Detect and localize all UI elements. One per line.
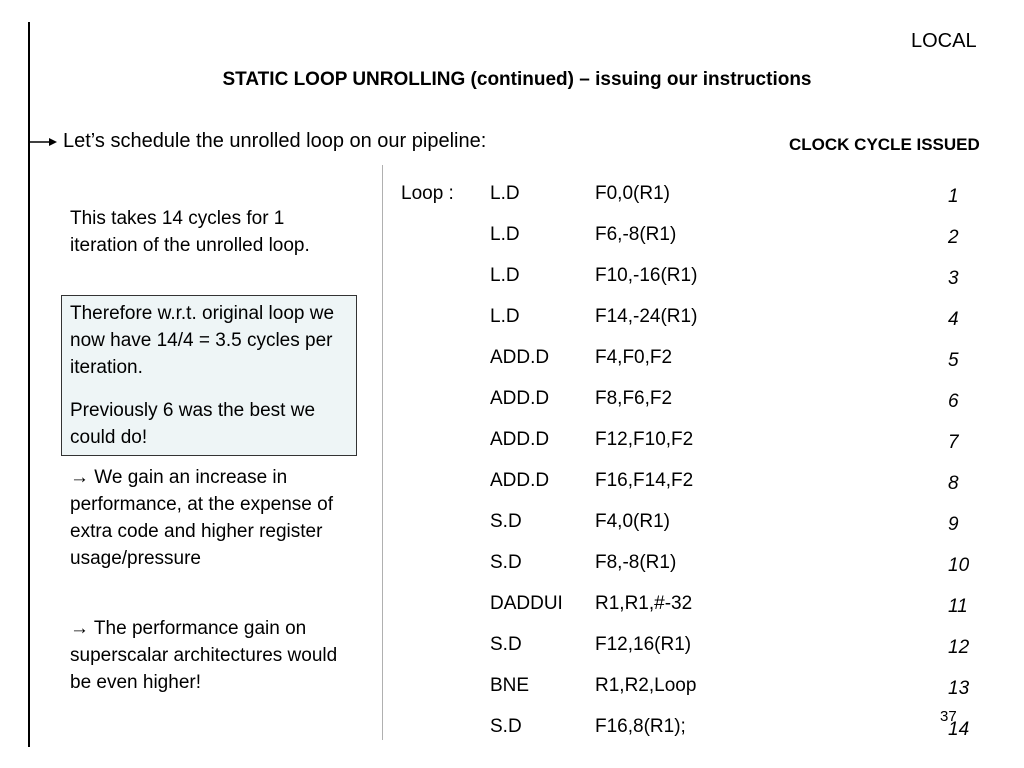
clock-cycle: 1 bbox=[948, 186, 959, 207]
instruction-row bbox=[0, 388, 1024, 418]
operands: F16,F14,F2 bbox=[595, 470, 694, 491]
clock-cycle-header: CLOCK CYCLE ISSUED bbox=[789, 135, 980, 154]
loop-label: Loop : bbox=[401, 183, 454, 204]
operands: R1,R1,#-32 bbox=[595, 593, 693, 614]
operands: F16,8(R1); bbox=[595, 716, 686, 737]
operands: F12,F10,F2 bbox=[595, 429, 694, 450]
note-superscalar-text: The performance gain on superscalar architectures would be even higher! bbox=[70, 618, 338, 693]
instruction-row bbox=[0, 634, 1024, 664]
instruction-row bbox=[0, 470, 1024, 500]
intro-text: Let’s schedule the unrolled loop on our pipeline: bbox=[63, 130, 487, 152]
clock-cycle: 14 bbox=[948, 719, 970, 740]
operands: F12,16(R1) bbox=[595, 634, 692, 655]
clock-cycle: 10 bbox=[948, 555, 970, 576]
opcode: ADD.D bbox=[490, 347, 550, 368]
opcode: ADD.D bbox=[490, 470, 550, 491]
opcode: ADD.D bbox=[490, 429, 550, 450]
box-note-previous: Previously 6 was the best we could do! bbox=[70, 400, 316, 448]
instruction-row bbox=[0, 429, 1024, 459]
opcode: L.D bbox=[490, 265, 520, 286]
operands: F14,-24(R1) bbox=[595, 306, 698, 327]
opcode: L.D bbox=[490, 183, 520, 204]
opcode: S.D bbox=[490, 552, 522, 573]
clock-cycle: 8 bbox=[948, 473, 959, 494]
instruction-row bbox=[0, 593, 1024, 623]
implies-arrow-icon: → bbox=[70, 467, 89, 488]
note-performance-gain-text: We gain an increase in performance, at the expense of extra code and higher register usage/pressure bbox=[70, 467, 333, 569]
opcode: DADDUI bbox=[490, 593, 563, 614]
operands: F8,F6,F2 bbox=[595, 388, 673, 409]
instruction-row bbox=[0, 511, 1024, 541]
slide-title: STATIC LOOP UNROLLING (continued) – issuing our instructions bbox=[222, 69, 812, 90]
instruction-row bbox=[0, 675, 1024, 705]
opcode: L.D bbox=[490, 306, 520, 327]
instruction-row bbox=[0, 224, 1024, 254]
clock-cycle: 4 bbox=[948, 309, 959, 330]
instruction-row bbox=[0, 265, 1024, 295]
clock-cycle: 12 bbox=[948, 637, 970, 658]
operands: F4,0(R1) bbox=[595, 511, 670, 532]
clock-cycle: 7 bbox=[948, 432, 959, 453]
clock-cycle: 11 bbox=[948, 596, 968, 617]
note-cycles: This takes 14 cycles for 1 iteration of the unrolled loop. bbox=[70, 208, 310, 256]
operands: F4,F0,F2 bbox=[595, 347, 673, 368]
page-number: 37 bbox=[940, 708, 957, 725]
clock-cycle: 2 bbox=[948, 227, 959, 248]
opcode: L.D bbox=[490, 224, 520, 245]
instruction-row bbox=[0, 306, 1024, 336]
instruction-row bbox=[0, 552, 1024, 582]
clock-cycle: 13 bbox=[948, 678, 970, 699]
opcode: ADD.D bbox=[490, 388, 550, 409]
instruction-row bbox=[0, 183, 1024, 213]
clock-cycle: 9 bbox=[948, 514, 959, 535]
operands: F6,-8(R1) bbox=[595, 224, 677, 245]
instruction-row bbox=[0, 347, 1024, 377]
local-tag: LOCAL bbox=[911, 30, 977, 52]
clock-cycle: 3 bbox=[948, 268, 959, 289]
opcode: S.D bbox=[490, 511, 522, 532]
opcode: BNE bbox=[490, 675, 530, 696]
box-note-per-iteration: Therefore w.r.t. original loop we now have 14/4 = 3.5 cycles per iteration. bbox=[70, 303, 335, 378]
operands: F0,0(R1) bbox=[595, 183, 670, 204]
clock-cycle: 6 bbox=[948, 391, 959, 412]
opcode: S.D bbox=[490, 634, 522, 655]
operands: F10,-16(R1) bbox=[595, 265, 698, 286]
operands: R1,R2,Loop bbox=[595, 675, 697, 696]
opcode: S.D bbox=[490, 716, 522, 737]
clock-cycle: 5 bbox=[948, 350, 959, 371]
arrow-right-icon bbox=[29, 133, 59, 151]
implies-arrow-icon: → bbox=[70, 618, 89, 639]
instruction-row bbox=[0, 716, 1024, 746]
operands: F8,-8(R1) bbox=[595, 552, 677, 573]
